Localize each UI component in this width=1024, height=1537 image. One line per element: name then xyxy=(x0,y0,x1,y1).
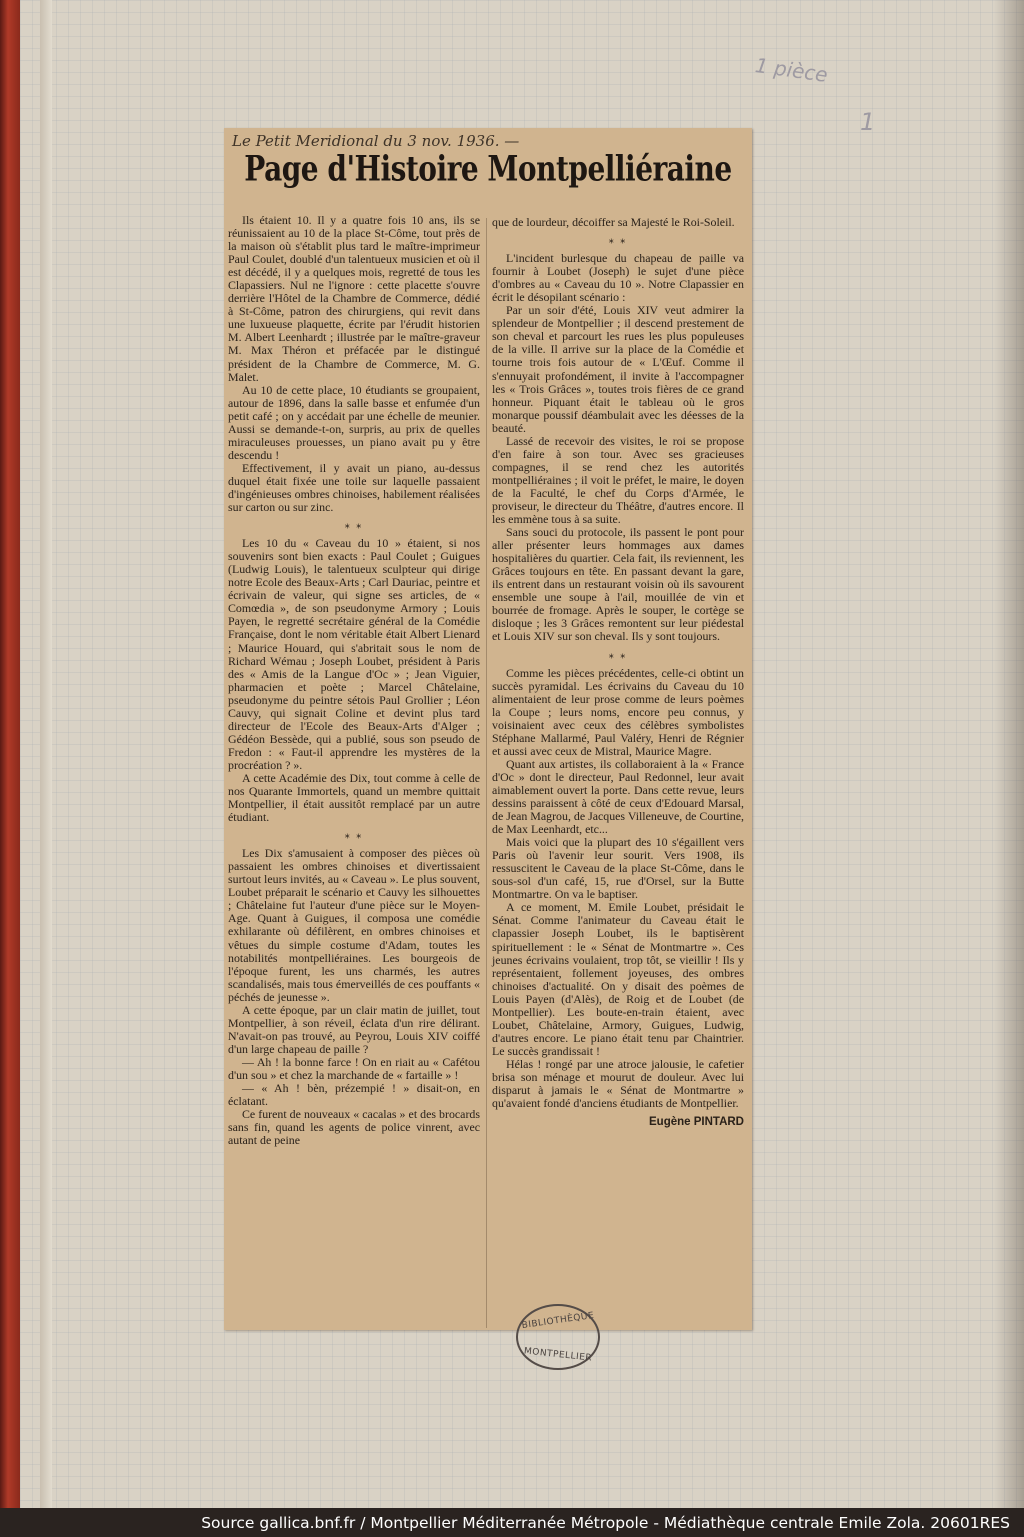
pencil-page-number: 1 xyxy=(860,108,876,136)
pencil-note-piece-count: 1 pièce xyxy=(753,53,830,87)
paragraph: — « Ah ! bèn, prézempié ! » disait-on, en éclatant. xyxy=(228,1081,480,1109)
paragraph: — Ah ! la bonne farce ! On en riait au « Cafétou d'un sou » et chez la marchande de « fartaille » ! xyxy=(228,1054,480,1082)
article-right-column xyxy=(492,216,744,1129)
paragraph: L'incident burlesque du chapeau de paille va fournir à Loubet (Joseph) le sujet d'une pièce d'ombres au « Caveau du 10 ». Notre Clapassier en écrit le désopilant scénario : xyxy=(492,251,744,305)
article-left-column xyxy=(228,214,480,1147)
source-credit: Source gallica.bnf.fr / Montpellier Méditerranée Métropole - Médiathèque centrale Emile Zola. 20601RES xyxy=(201,1513,1010,1532)
paragraph: A ce moment, M. Emile Loubet, présidait le Sénat. Comme l'animateur du Caveau était le clapassier Joseph Loubet, ils le baptisèrent spirituellement : le « Sénat de Montmartre ». Ces jeunes écrivains voulaient, trop tôt, se vieillir ! Ils y représentaient, follement joyeuses, des ombres chinoises d'actualité. On y disait des poèmes de Louis Payen (d'Alès), de Roig et de Loubet (de Montpellier). Les boute-en-train étaient, avec Loubet, Châtelaine, Armory, Guigues, Ludwig, d'autres encore. Le piano était tenu par Chaintrier. Le succès grandissait ! xyxy=(492,900,744,1058)
library-stamp xyxy=(516,1304,600,1370)
section-stars: ⁎ ⁎ xyxy=(608,235,628,247)
paragraph: Comme les pièces précédentes, celle-ci obtint un succès pyramidal. Les écrivains du Caveau du 10 alimentaient de leur prose comme de leurs poèmes la Coupe ; leurs noms, encore peu connus, y voisinaient avec ceux des célèbres symbolistes Stéphane Mallarmé, Paul Valéry, Henri de Régnier et aussi avec ceux de Mistral, Maurice Magre. xyxy=(492,665,744,758)
paragraph: Les 10 du « Caveau du 10 » étaient, si nos souvenirs sont bien exacts : Paul Coulet ; Guigues (Ludwig Louis), le talentueux sculpteur qui dirige notre Ecole des Beaux-Arts ; Carl Dauriac, peintre et écrivain de valeur, qui signe ses articles, de « Comœdia », de son pseudonyme Armory ; Louis Payen, le regretté secrétaire général de la Comédie Française, dont le nom véritable était Albert Lienard ; Maurice Houard, qui s'abritait sous le nom de Richard Wémau ; Joseph Loubet, président à Paris des « Amis de la Langue d'Oc » ; Jean Viguier, pharmacien et poète ; Marcel Châtelaine, pseudonyme du peintre sétois Paul Grollier ; Léon Cauvy, qui signait Coline et devint plus tard directeur de l'Ecole des Beaux-Arts d'Alger ; Gédéon Bessède, qui a publié, sous son pseudo de Fredon : « Faut-il apprendre les mystères de la procréation ? ». xyxy=(228,536,480,772)
paragraph: Quant aux artistes, ils collaboraient à la « France d'Oc » dont le directeur, Paul Redonnel, leur avait aimablement ouvert la porte. Dans cette revue, leurs dessins paraissent à côté de ceux d'Edouard Marsal, de Jean Magrou, de Jacques Villeneuve, de Courtine, de Max Leenhardt, etc... xyxy=(492,756,744,837)
paragraph: A cette époque, par un clair matin de juillet, tout Montpellier, à son réveil, éclata d'un rire délirant. N'avait-on pas trouvé, au Peyrou, Louis XIV coiffé d'un large chapeau de paille ? xyxy=(228,1002,480,1056)
paragraph: Par un soir d'été, Louis XIV veut admirer la splendeur de Montpellier ; il descend prestement de son cheval et parcourt les rues les plus populeuses de la ville. Il arrive sur la place de la Comédie et tourne trois fois autour de « L'Œuf. Comme il s'ennuyait profondément, il invite à l'accompagner les « Trois Grâces », toutes trois fières de ce grand honneur. Piquant était le tableau où le gros monarque poussif déambulait avec les déesses de la beauté. xyxy=(492,303,744,435)
section-stars: ⁎ ⁎ xyxy=(344,830,364,842)
author-signature: Eugène PINTARD xyxy=(649,1116,744,1129)
newspaper-clipping xyxy=(224,128,752,1330)
handwritten-source-note: Le Petit Meridional du 3 nov. 1936. — xyxy=(232,132,520,150)
paragraph: Ils étaient 10. Il y a quatre fois 10 ans, ils se réunissaient au 10 de la place St-Côme, tout près de la maison où s'établit plus tard le maître-imprimeur Paul Coulet, doublé d'un talentueux musicien et où il est décédé, il y a quelques mois, regretté de tous les Clapassiers. Nul ne l'ignore : cette placette s'ouvre derrière l'Hôtel de la Chambre de Commerce, dédié à St-Côme, patron des chirurgiens, qui revit dans une luxueuse plaquette, écrite par l'érudit historien M. Albert Leenhardt ; illustrée par le maître-graveur M. Max Théron et préfacée par le distingué président de la Chambre de Commerce, M. G. Malet. xyxy=(228,213,480,384)
paragraph: A cette Académie des Dix, tout comme à celle de nos Quarante Immortels, quand un membre quittait Montpellier, il était aussitôt remplacé par un autre étudiant. xyxy=(228,770,480,825)
paragraph: Au 10 de cette place, 10 étudiants se groupaient, autour de 1896, dans la salle basse et enfumée d'un petit café ; on y accédait par une échelle de meunier. Aussi se demande-t-on, surpris, au prix de quelles miraculeuses prouesses, un piano avait pu y être descendu ! xyxy=(228,382,480,462)
stamp-text-bottom: MONTPELLIER xyxy=(523,1346,593,1364)
paragraph: Lassé de recevoir des visites, le roi se propose d'en faire à son tour. Avec ses gracieuses compagnes, il se rend chez les autorités montpelliéraines ; il voit le préfet, le maire, le doyen de la Faculté, le chef du Corps d'Armée, le proviseur, le directeur du Théâtre, d'autres encore. Il les emmène tous à sa suite. xyxy=(492,433,744,527)
paragraph: que de lourdeur, décoiffer sa Majesté le Roi-Soleil. xyxy=(492,215,735,229)
page-edge-shadow xyxy=(994,0,1024,1508)
section-stars: ⁎ ⁎ xyxy=(608,649,628,661)
paragraph: Sans souci du protocole, ils passent le pont pour aller présenter leurs hommages aux dames hospitalières du quartier. Cela fait, ils reviennent, les Grâces toujours en tête. En passant devant la gare, ils entrent dans un restaurant voisin où ils savourent ensemble une soupe à l'ail, mouillée de vin et bourrée de fromage. Après le souper, le cortège se disloque ; les 3 Grâces remontent sur leur piédestal et Louis XIV sur son cheval. Ils y sont toujours. xyxy=(492,525,744,644)
stamp-text-top: BIBLIOTHÈQUE xyxy=(521,1310,595,1332)
paragraph: Les Dix s'amusaient à composer des pièces où passaient les ombres chinoises et divertissaient surtout leurs invités, au « Caveau ». Le plus souvent, Loubet préparait le scénario et Cauvy les silhouettes ; Châtelaine fut l'auteur d'une pièce sur le Moyen-Age. Quant à Guigues, il composa une comédie exhilarante où défilèrent, en ombres chinoises et vêtues du simple costume d'Adam, toutes les notabilités montpelliéraines. Les bourgeois de l'époque furent, les uns charmés, les autres scandalisés, mais tous émerveillés de ces pouffants « péchés de jeunesse ». xyxy=(228,846,480,1004)
source-footer xyxy=(0,1508,1024,1537)
binding-strip xyxy=(40,0,52,1508)
red-binding-edge xyxy=(0,0,20,1508)
paragraph: Hélas ! rongé par une atroce jalousie, le cafetier brisa son ménage et mourut de douleur. Avec lui disparut à jamais le « Sénat de Montmartre » qu'avaient fondé d'anciens étudiants de Montpellier. xyxy=(492,1056,744,1111)
column-divider xyxy=(486,218,487,1328)
paragraph: Ce furent de nouveaux « cacalas » et des brocards sans fin, quand les agents de police vinrent, avec autant de peine xyxy=(228,1107,480,1148)
paragraph: Effectivement, il y avait un piano, au-dessus duquel était fixée une toile sur laquelle passaient d'ingénieuses ombres chinoises, habilement réalisées sur carton ou sur zinc. xyxy=(228,460,480,515)
article-headline: Page d'Histoire Montpelliéraine xyxy=(244,148,732,190)
notebook-page xyxy=(20,0,1024,1508)
paragraph: Mais voici que la plupart des 10 s'égaillent vers Paris où l'avenir leur sourit. Vers 1908, ils ressuscitent le Caveau de la place St-Côme, dans le sous-sol d'un café, 15, rue d'Orsel, sur la Butte Montmartre. On va le baptiser. xyxy=(492,835,744,902)
section-stars: ⁎ ⁎ xyxy=(344,520,364,532)
